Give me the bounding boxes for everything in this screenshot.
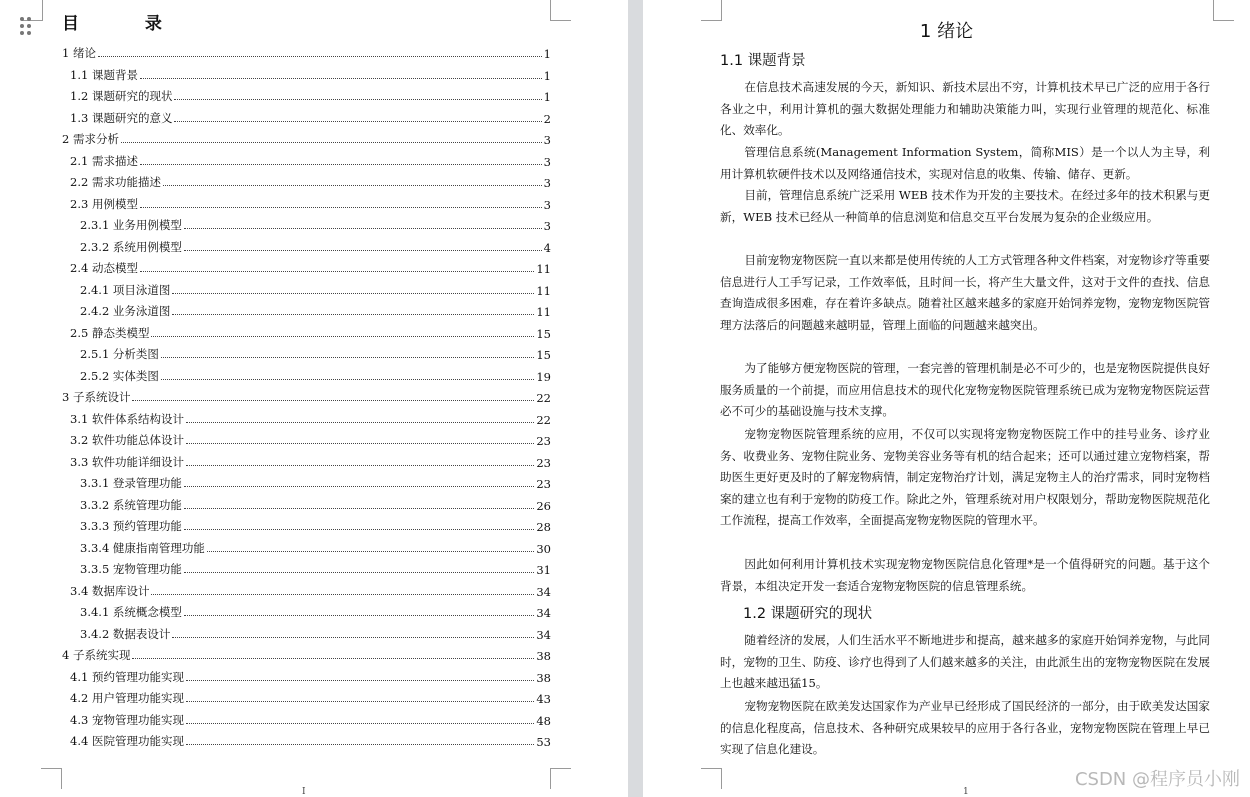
toc-leader-dots — [140, 78, 542, 79]
toc-entry-title: 3.2 软件功能总体设计 — [70, 433, 184, 447]
toc-entry[interactable] — [70, 172, 551, 190]
toc-leader-dots — [184, 250, 542, 251]
toc-entry[interactable] — [70, 86, 551, 104]
drag-handle-icon[interactable] — [18, 15, 34, 37]
page-corner-mark — [550, 768, 571, 789]
toc-leader-dots — [161, 379, 534, 380]
toc-entry-title: 2.4.1 项目泳道图 — [80, 282, 171, 297]
toc-entry-title: 1.2 课题研究的现状 — [70, 89, 173, 103]
toc-entry-page: 15 — [536, 326, 551, 341]
toc-entry[interactable] — [80, 215, 551, 233]
toc-leader-dots — [184, 486, 534, 487]
toc-entry-title: 4.4 医院管理功能实现 — [70, 734, 184, 748]
toc-entry-page: 26 — [536, 498, 551, 513]
page-corner-mark — [550, 0, 571, 21]
toc-entry-title: 3.4.1 系统概念模型 — [80, 605, 182, 619]
toc-entry-page: 22 — [536, 391, 551, 405]
toc-entry[interactable] — [70, 65, 551, 83]
toc-leader-dots — [186, 744, 534, 745]
toc-entry-page: 1 — [543, 90, 551, 104]
toc-leader-dots — [140, 164, 542, 165]
toc-entry-title: 3.3 软件功能详细设计 — [70, 454, 184, 469]
paragraph: 在信息技术高速发展的今天，新知识、新技术层出不穷，计算机技术早已广泛的应用于各行各业之中，利用计算机的强大数据处理能力和辅助决策能力叫，实现行业管理的规范化、标准化、效率化。 — [720, 80, 1210, 138]
toc-entry[interactable] — [70, 710, 551, 728]
toc-entry[interactable] — [80, 602, 551, 620]
toc-entry[interactable] — [80, 495, 551, 513]
toc-entry[interactable] — [70, 688, 551, 706]
toc-entry-page: 15 — [536, 348, 551, 362]
toc-leader-dots — [98, 56, 542, 57]
toc-entry[interactable] — [80, 301, 551, 319]
toc-entry-title: 2.5.2 实体类图 — [80, 368, 159, 383]
toc-leader-dots — [161, 357, 534, 358]
toc-entry-page: 1 — [543, 68, 551, 83]
toc-entry-page: 23 — [536, 455, 551, 470]
toc-entry-page: 34 — [536, 584, 551, 599]
toc-entry[interactable] — [80, 516, 551, 534]
paragraph: 因此如何利用计算机技术实现宠物宠物医院信息化管理*是一个值得研究的问题。基于这个背景，本组决定开发一套适合宠物宠物医院的信息管理系统。 — [720, 557, 1210, 593]
toc-entry-title: 2.2 需求功能描述 — [70, 175, 161, 189]
toc-entry[interactable] — [70, 194, 551, 212]
toc-title-char: 录 — [144, 14, 163, 34]
toc-leader-dots — [151, 594, 534, 595]
toc-entry[interactable] — [62, 645, 551, 663]
paragraph: 随着经济的发展，人们生活水平不断地进步和提高，越来越多的家庭开始饲养宠物，与此同时，宠物的卫生、防疫、诊疗也得到了人们越来越多的关注，由此派生出的宠物宠物医院在发展上也越来越迅猛15。 — [720, 633, 1210, 691]
toc-entry[interactable] — [80, 366, 551, 384]
toc-entry[interactable] — [70, 108, 551, 126]
watermark: CSDN @程序员小刚 — [1074, 769, 1240, 790]
toc-leader-dots — [172, 637, 534, 638]
toc-entry[interactable] — [80, 559, 551, 577]
toc-entry[interactable] — [70, 323, 551, 341]
toc-entry-page: 48 — [536, 713, 551, 728]
body-page — [643, 0, 1250, 797]
toc-entry-page: 38 — [536, 670, 551, 685]
toc-entry-title: 2 需求分析 — [62, 132, 119, 146]
toc-entry-title: 2.4.2 业务泳道图 — [80, 304, 171, 318]
paragraph: 宠物宠物医院在欧美发达国家作为产业早已经形成了国民经济的一部分，由于欧美发达国家的信息化程度高，信息技术、各种研究成果较早的应用于各行各业，宠物宠物医院在管理上早已实现了信息化建设。 — [720, 699, 1210, 757]
toc-leader-dots — [186, 465, 534, 466]
paragraph: 为了能够方便宠物医院的管理，一套完善的管理机制是必不可少的，也是宠物医院提供良好服务质量的一个前提，而应用信息技术的现代化宠物宠物医院管理系统已成为宠物宠物医院运营必不可少的基础设施与技术支撑。 — [720, 361, 1210, 419]
toc-leader-dots — [151, 336, 534, 337]
toc-leader-dots — [184, 228, 542, 229]
toc-entry[interactable] — [62, 387, 551, 405]
toc-entry-page: 30 — [536, 541, 551, 556]
toc-entry-title: 2.5 静态类模型 — [70, 325, 150, 340]
toc-entry-page: 23 — [536, 434, 551, 448]
toc-entry-title: 1 绪论 — [62, 46, 96, 60]
toc-leader-dots — [184, 572, 534, 573]
toc-leader-dots — [132, 400, 534, 401]
toc-entry[interactable] — [70, 409, 551, 427]
toc-entry[interactable] — [80, 344, 551, 362]
toc-entry-page: 3 — [543, 219, 551, 233]
toc-entry-title: 3.4 数据库设计 — [70, 583, 150, 598]
toc-entry-page: 3 — [543, 176, 551, 190]
toc-entry-title: 2.5.1 分析类图 — [80, 347, 159, 361]
toc-entry-page: 3 — [543, 154, 551, 169]
toc-entry[interactable] — [80, 280, 551, 298]
toc-entry-title: 3.4.2 数据表设计 — [80, 626, 171, 641]
toc-entry[interactable] — [70, 430, 551, 448]
toc-leader-dots — [174, 99, 541, 100]
toc-entry[interactable] — [70, 581, 551, 599]
toc-leader-dots — [184, 529, 534, 530]
page-number: I — [302, 787, 306, 797]
toc-title — [62, 9, 163, 34]
toc-entry-page: 23 — [536, 477, 551, 491]
page-number: 1 — [963, 787, 969, 797]
toc-entry[interactable] — [70, 452, 551, 470]
toc-entry-title: 1.3 课题研究的意义 — [70, 110, 173, 125]
page-corner-mark — [41, 768, 62, 789]
section-heading: 1.1 课题背景 — [720, 53, 806, 69]
toc-leader-dots — [163, 185, 542, 186]
toc-entry-page: 2 — [543, 111, 551, 126]
toc-entry-title: 4.3 宠物管理功能实现 — [70, 712, 184, 727]
toc-leader-dots — [186, 422, 534, 423]
toc-leader-dots — [140, 271, 534, 272]
paragraph: 目前，管理信息系统广泛采用 WEB 技术作为开发的主要技术。在经过多年的技术积累与更新，WEB 技术已经从一种简单的信息浏览和信息交互平台发展为复杂的企业级应用。 — [720, 188, 1210, 224]
toc-entry-page: 28 — [536, 520, 551, 534]
page-gutter — [628, 0, 643, 797]
toc-entry-title: 3.3.4 健康指南管理功能 — [80, 540, 205, 555]
toc-entry[interactable] — [62, 43, 551, 61]
toc-entry-title: 2.3 用例模型 — [70, 196, 138, 211]
toc-leader-dots — [186, 443, 534, 444]
toc-entry-title: 3.3.5 宠物管理功能 — [80, 562, 182, 576]
toc-entry-page: 34 — [536, 627, 551, 642]
toc-entry-page: 22 — [536, 412, 551, 427]
toc-entry[interactable] — [80, 538, 551, 556]
toc-leader-dots — [174, 121, 541, 122]
toc-entry[interactable] — [70, 667, 551, 685]
toc-leader-dots — [121, 142, 542, 143]
toc-entry-page: 38 — [536, 649, 551, 663]
toc-entry-title: 3.1 软件体系结构设计 — [70, 411, 184, 426]
toc-entry[interactable] — [80, 473, 551, 491]
toc-leader-dots — [184, 508, 534, 509]
toc-entry-title: 2.1 需求描述 — [70, 153, 138, 168]
toc-entry[interactable] — [62, 129, 551, 147]
toc-leader-dots — [172, 293, 534, 294]
toc-leader-dots — [207, 551, 534, 552]
toc-leader-dots — [132, 658, 534, 659]
toc-entry-title: 2.4 动态模型 — [70, 261, 138, 275]
toc-entry-title: 2.3.2 系统用例模型 — [80, 239, 182, 254]
paragraph: 管理信息系统(Management Information System，简称MIS）是一个以人为主导，利用计算机软硬件技术以及网络通信技术，实现对信息的收集、传输、储存、更新。 — [720, 145, 1210, 181]
toc-entry[interactable] — [70, 258, 551, 276]
toc-leader-dots — [140, 207, 542, 208]
toc-entry-title: 4.2 用户管理功能实现 — [70, 691, 184, 705]
toc-leader-dots — [186, 723, 534, 724]
toc-leader-dots — [172, 314, 534, 315]
toc-entry-title: 3.3.2 系统管理功能 — [80, 497, 182, 512]
toc-entry-page: 43 — [536, 692, 551, 706]
toc-entry[interactable] — [70, 151, 551, 169]
toc-entry-title: 4 子系统实现 — [62, 648, 131, 662]
chapter-title: 1 绪论 — [919, 21, 974, 42]
paragraph: 宠物宠物医院管理系统的应用，不仅可以实现将宠物宠物医院工作中的挂号业务、诊疗业务、收费业务、宠物住院业务、宠物美容业务等有机的结合起来；还可以通过建立宠物档案，帮助医生更好更及时的了解宠物病情，制定宠物治疗计划，满足宠物主人的治疗需求，同时宠物档案的建立也有利于宠物的防疫工作。除此之外，管理系统对用户权限划分，帮助宠物医院规范化工作流程，提高工作效率，全面提高宠物宠物医院的管理水平。 — [720, 427, 1210, 528]
toc-entry-title: 1.1 课题背景 — [70, 67, 138, 82]
toc-entry-page: 11 — [536, 262, 551, 276]
toc-entry-title: 4.1 预约管理功能实现 — [70, 669, 184, 684]
section-heading: 1.2 课题研究的现状 — [743, 606, 873, 622]
toc-entry-page: 31 — [536, 563, 551, 577]
toc-entry[interactable] — [80, 237, 551, 255]
toc-entry-page: 4 — [543, 240, 551, 255]
toc-entry-title: 3.3.1 登录管理功能 — [80, 476, 182, 490]
toc-entry-title: 3 子系统设计 — [62, 390, 131, 404]
toc-entry-page: 11 — [536, 305, 551, 319]
toc-entry-page: 53 — [536, 735, 551, 749]
toc-entry-page: 1 — [543, 47, 551, 61]
page-corner-mark — [701, 768, 722, 789]
toc-entry[interactable] — [70, 731, 551, 749]
toc-entry[interactable] — [80, 624, 551, 642]
toc-entry-page: 11 — [536, 283, 551, 298]
toc-leader-dots — [184, 615, 534, 616]
toc-title-char: 目 — [62, 14, 80, 34]
toc-entry-title: 2.3.1 业务用例模型 — [80, 218, 182, 232]
toc-leader-dots — [186, 680, 534, 681]
toc-entry-page: 34 — [536, 606, 551, 620]
toc-leader-dots — [186, 701, 534, 702]
toc-entry-page: 3 — [543, 133, 551, 147]
toc-entry-title: 3.3.3 预约管理功能 — [80, 519, 182, 533]
paragraph: 目前宠物宠物医院一直以来都是使用传统的人工方式管理各种文件档案，对宠物诊疗等重要信息进行人工手写记录，工作效率低，且时间一长，将产生大量文件，这对于文件的查找、信息查询造成很多困难，存在着许多缺点。随着社区越来越多的家庭开始饲养宠物，宠物宠物医院管理方法落后的问题越来越明显，管理上面临的问题越来越突出。 — [720, 253, 1210, 332]
toc-entry-page: 19 — [536, 369, 551, 384]
toc-entry-page: 3 — [543, 197, 551, 212]
